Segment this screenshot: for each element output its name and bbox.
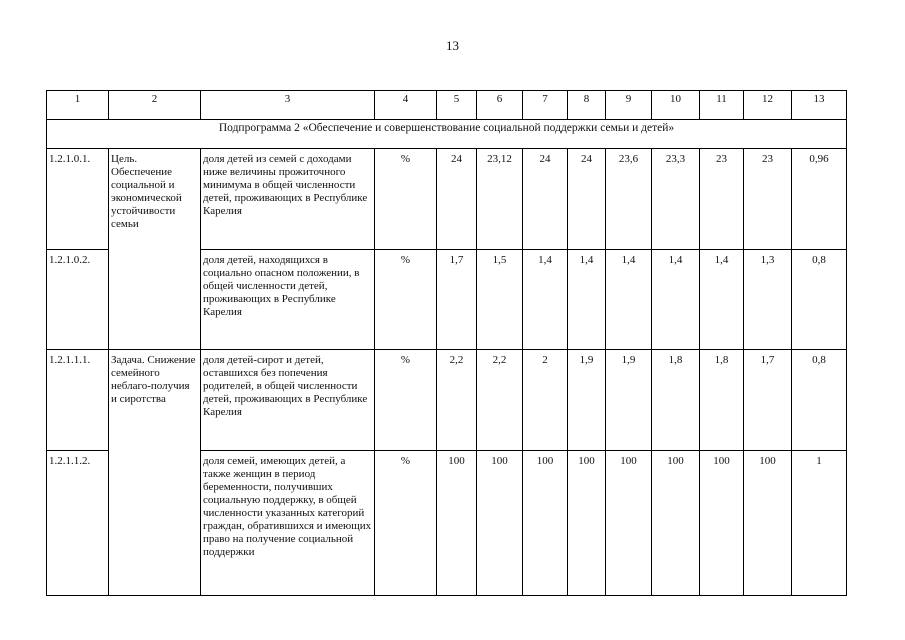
header-cell: 1 (47, 91, 109, 120)
row-code: 1.2.1.0.2. (47, 250, 109, 350)
value-cell: 100 (606, 451, 652, 596)
value-cell: 100 (477, 451, 523, 596)
value-cell: 0,96 (792, 149, 847, 250)
value-cell: 24 (568, 149, 606, 250)
header-cell: 10 (652, 91, 700, 120)
value-cell: 23 (744, 149, 792, 250)
header-cell: 11 (700, 91, 744, 120)
value-cell: 23,6 (606, 149, 652, 250)
subprogram-title: Подпрограмма 2 «Обеспечение и совершенствование социальной поддержки семьи и детей» (47, 120, 847, 149)
header-cell: 7 (523, 91, 568, 120)
unit-cell: % (375, 250, 437, 350)
value-cell: 1,4 (652, 250, 700, 350)
value-cell: 2,2 (437, 350, 477, 451)
value-cell: 100 (652, 451, 700, 596)
value-cell: 1,4 (568, 250, 606, 350)
value-cell: 23 (700, 149, 744, 250)
value-cell: 23,3 (652, 149, 700, 250)
table-row (47, 451, 847, 596)
value-cell: 0,8 (792, 350, 847, 451)
value-cell: 100 (700, 451, 744, 596)
value-cell: 1,9 (568, 350, 606, 451)
unit-cell: % (375, 451, 437, 596)
value-cell: 1,5 (477, 250, 523, 350)
header-cell: 5 (437, 91, 477, 120)
unit-cell: % (375, 350, 437, 451)
goal-label: Цель. Обеспечение социальной и экономической устойчивости семьи (109, 149, 201, 250)
indicator-text: доля семей, имеющих детей, а также женщин в период беременности, получивших социальную поддержку, в общей численности указанных категорий граждан, обратившихся и имеющих право на получение социальной поддержки (201, 451, 375, 596)
header-cell: 2 (109, 91, 201, 120)
value-cell: 1,4 (606, 250, 652, 350)
row-code: 1.2.1.1.2. (47, 451, 109, 596)
row-code: 1.2.1.1.1. (47, 350, 109, 451)
header-cell: 13 (792, 91, 847, 120)
value-cell: 1,8 (652, 350, 700, 451)
value-cell: 23,12 (477, 149, 523, 250)
table-row (47, 350, 847, 451)
header-row (47, 91, 847, 120)
task-label-continuation (109, 451, 201, 596)
header-cell: 4 (375, 91, 437, 120)
value-cell: 1,3 (744, 250, 792, 350)
task-label: Задача. Снижение семейного неблаго-получия и сиротства (109, 350, 201, 451)
value-cell: 100 (523, 451, 568, 596)
value-cell: 2,2 (477, 350, 523, 451)
indicators-table (46, 90, 847, 596)
value-cell: 1,4 (700, 250, 744, 350)
value-cell: 1,7 (744, 350, 792, 451)
value-cell: 100 (568, 451, 606, 596)
value-cell: 100 (744, 451, 792, 596)
subprogram-row (47, 120, 847, 149)
value-cell: 1,4 (523, 250, 568, 350)
table-row (47, 149, 847, 250)
header-cell: 8 (568, 91, 606, 120)
value-cell: 0,8 (792, 250, 847, 350)
value-cell: 100 (437, 451, 477, 596)
value-cell: 2 (523, 350, 568, 451)
goal-label-continuation (109, 250, 201, 350)
value-cell: 1,8 (700, 350, 744, 451)
value-cell: 1 (792, 451, 847, 596)
indicator-text: доля детей-сирот и детей, оставшихся без попечения родителей, в общей численности детей, проживающих в Республике Карелия (201, 350, 375, 451)
page-number: 13 (446, 38, 459, 53)
header-cell: 9 (606, 91, 652, 120)
indicator-text: доля детей, находящихся в социально опасном положении, в общей численности детей, проживающих в Республике Карелия (201, 250, 375, 350)
value-cell: 1,7 (437, 250, 477, 350)
header-cell: 12 (744, 91, 792, 120)
header-cell: 3 (201, 91, 375, 120)
value-cell: 24 (437, 149, 477, 250)
value-cell: 24 (523, 149, 568, 250)
row-code: 1.2.1.0.1. (47, 149, 109, 250)
unit-cell: % (375, 149, 437, 250)
header-cell: 6 (477, 91, 523, 120)
value-cell: 1,9 (606, 350, 652, 451)
table-row (47, 250, 847, 350)
indicator-text: доля детей из семей с доходами ниже величины прожиточного минимума в общей численности детей, проживающих в Республике Карелия (201, 149, 375, 250)
